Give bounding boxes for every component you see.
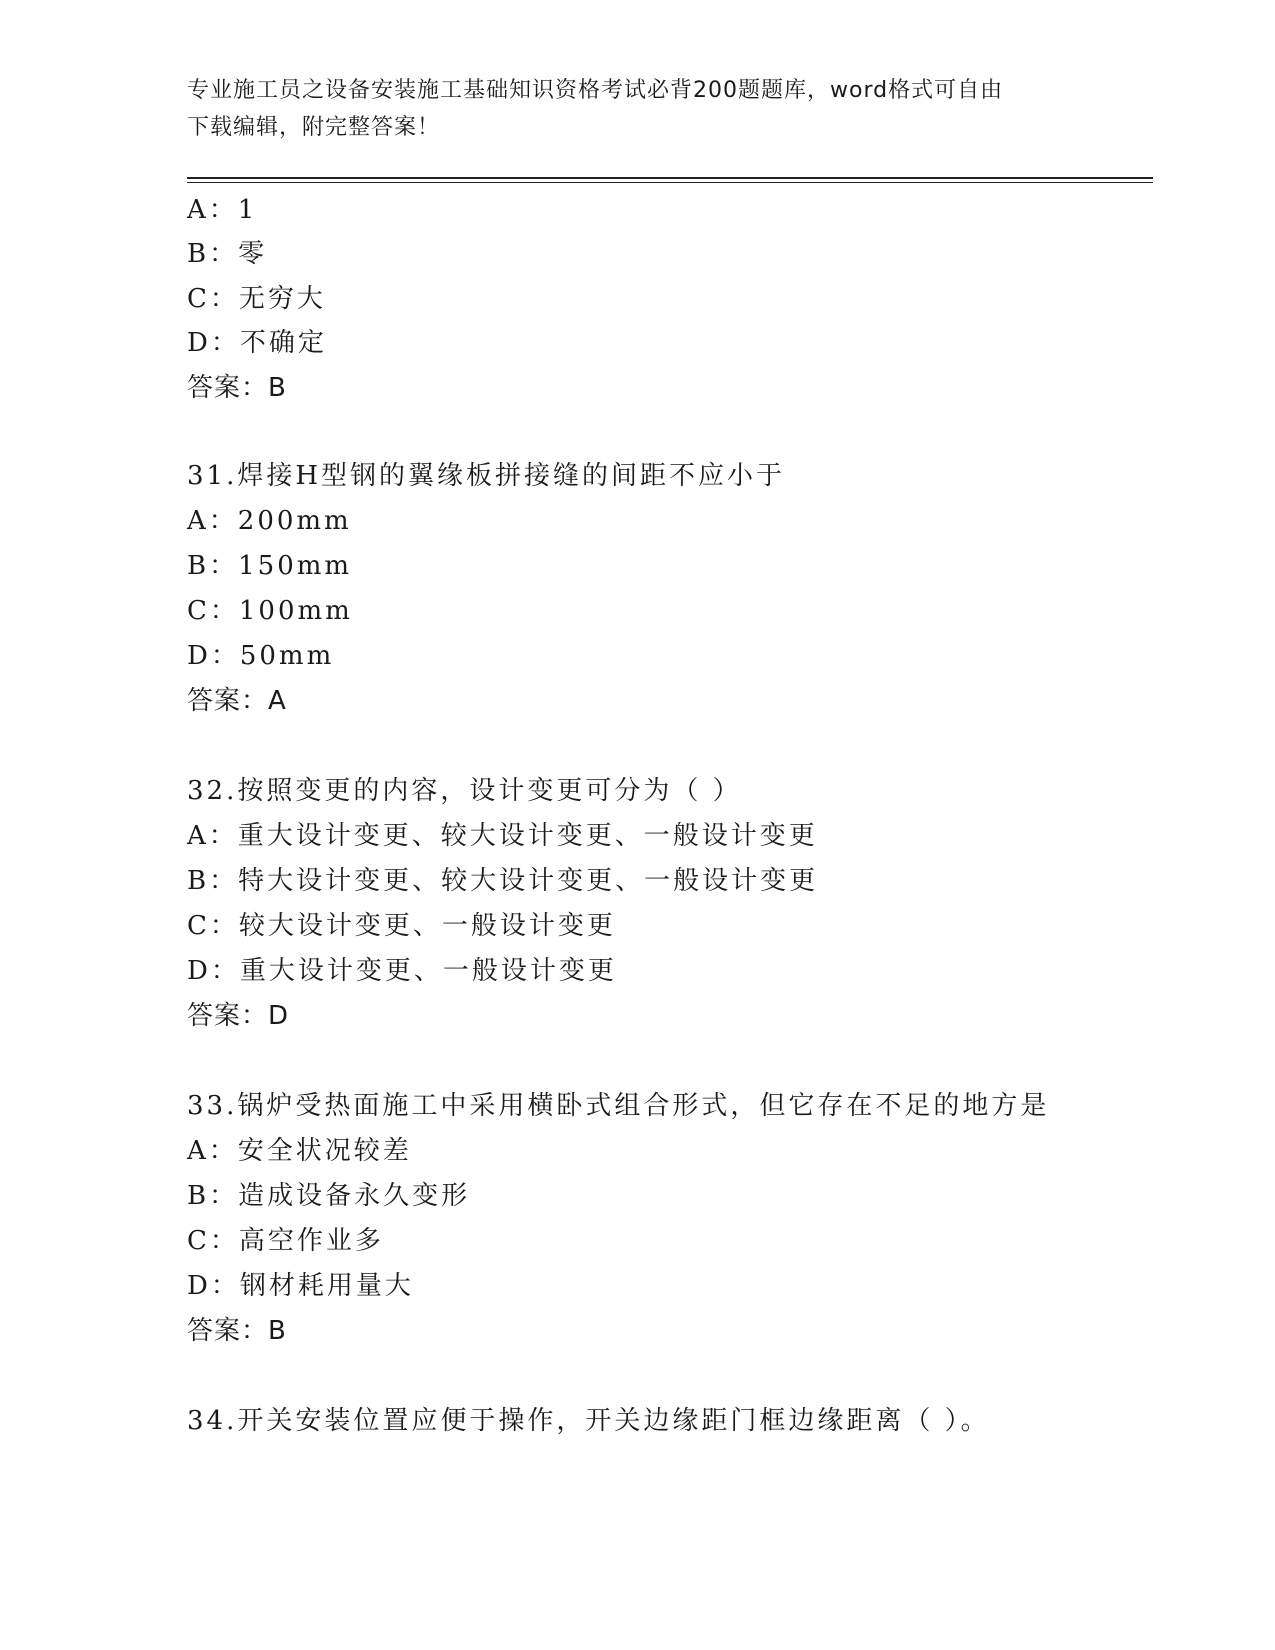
header-divider-thin [187, 182, 1153, 183]
q31-option-b: B：150mm [187, 551, 353, 581]
q33-option-a: A：安全状况较差 [187, 1136, 412, 1166]
q31-option-d: D：50mm [187, 641, 335, 671]
q34-question: 34.开关安装位置应便于操作，开关边缘距门框边缘距离（ ）。 [187, 1406, 990, 1436]
q32-option-d: D：重大设计变更、一般设计变更 [187, 956, 617, 986]
q31-answer: 答案：A [187, 686, 287, 716]
q30-answer: 答案：B [187, 373, 287, 403]
q33-option-d: D：钢材耗用量大 [187, 1271, 414, 1301]
document-header [187, 72, 1087, 146]
q32-question: 32.按照变更的内容，设计变更可分为（ ） [187, 776, 742, 806]
q30-option-a: A：1 [187, 195, 258, 225]
q32-option-a: A：重大设计变更、较大设计变更、一般设计变更 [187, 821, 818, 851]
q32-option-b: B：特大设计变更、较大设计变更、一般设计变更 [187, 866, 819, 896]
q33-question: 33.锅炉受热面施工中采用横卧式组合形式，但它存在不足的地方是 [187, 1091, 1050, 1121]
q30-option-d: D：不确定 [187, 328, 327, 358]
q30-option-c: C：无穷大 [187, 284, 326, 314]
q31-option-c: C：100mm [187, 596, 353, 626]
header-divider-thick [187, 177, 1153, 179]
q33-option-c: C：高空作业多 [187, 1226, 384, 1256]
q32-option-c: C：较大设计变更、一般设计变更 [187, 911, 616, 941]
q31-option-a: A：200mm [187, 506, 352, 536]
q30-option-b: B：零 [187, 239, 268, 269]
q33-option-b: B：造成设备永久变形 [187, 1181, 471, 1211]
q32-answer: 答案：D [187, 1001, 290, 1031]
header-line-2: 下载编辑，附完整答案！ [187, 115, 441, 140]
q33-answer: 答案：B [187, 1316, 287, 1346]
header-line-1: 专业施工员之设备安装施工基础知识资格考试必背200题题库，word格式可自由 [187, 78, 1004, 103]
q31-question: 31.焊接H型钢的翼缘板拼接缝的间距不应小于 [187, 461, 786, 491]
